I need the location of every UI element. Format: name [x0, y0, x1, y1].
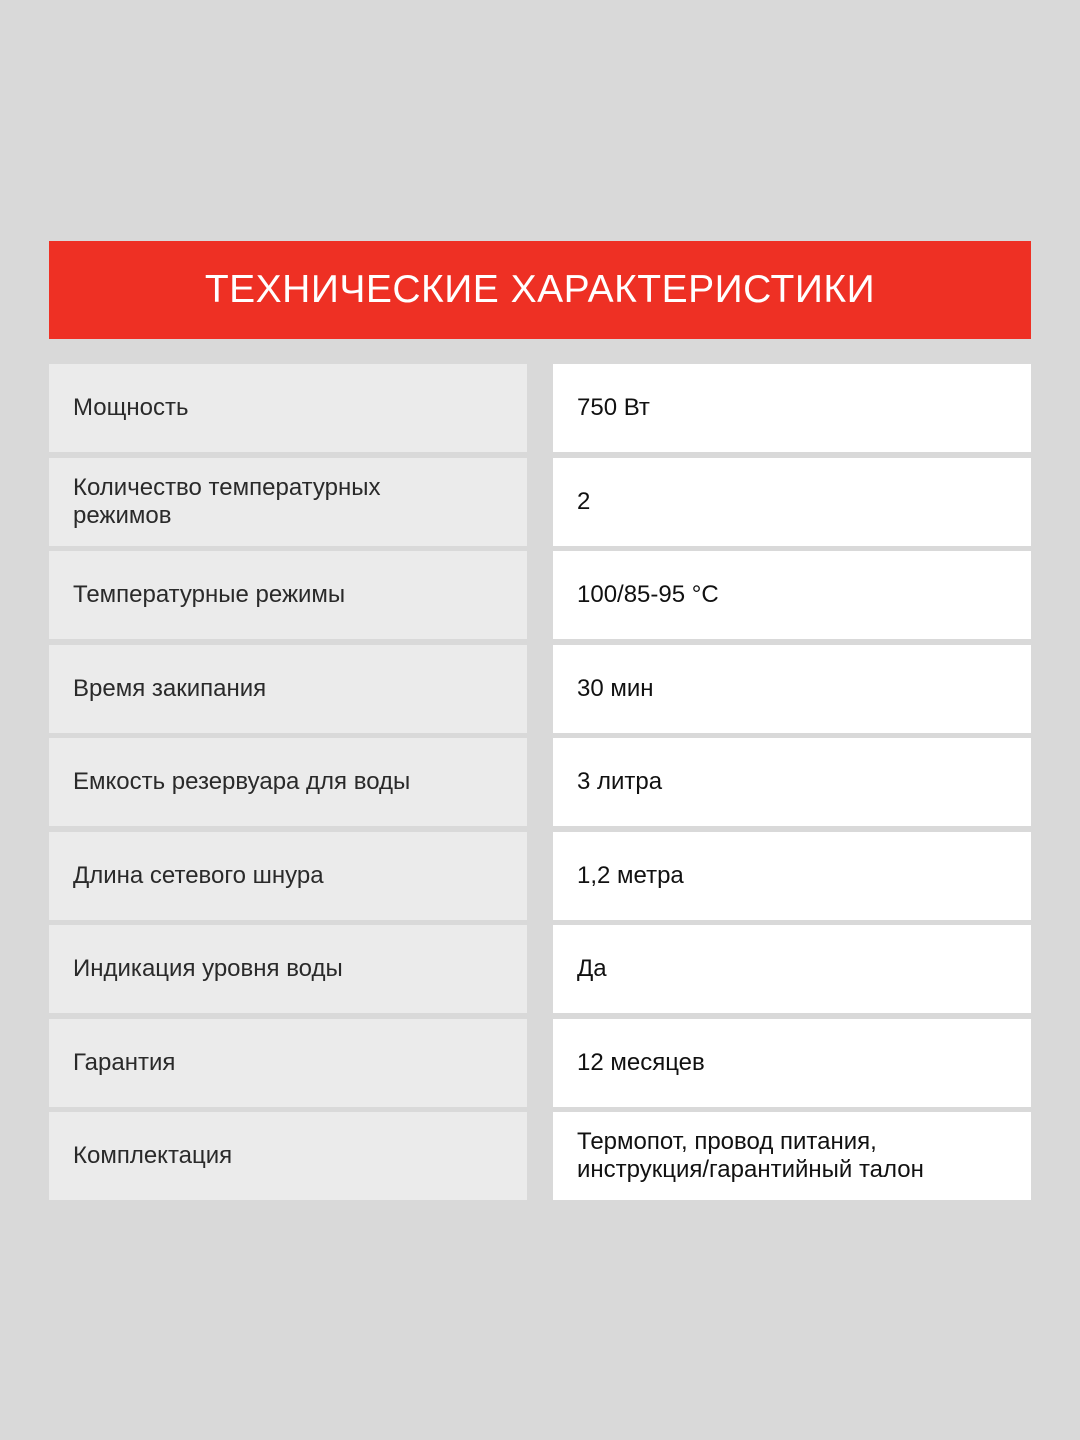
spec-label-cell: [49, 458, 527, 546]
spec-label-cell: [49, 832, 527, 920]
table-row: [49, 738, 1031, 826]
spec-label: Мощность: [73, 394, 189, 421]
table-row: [49, 832, 1031, 920]
spec-label: Температурные режимы: [73, 581, 346, 608]
spec-label-cell: [49, 645, 527, 733]
spec-label: Гарантия: [73, 1048, 176, 1076]
spec-value-cell: [553, 738, 1031, 826]
spec-value-cell: [553, 645, 1031, 733]
table-row: [49, 1019, 1031, 1107]
spec-value-cell: [553, 1112, 1031, 1200]
spec-value: 2: [577, 487, 591, 515]
spec-value: 30 мин: [577, 674, 654, 702]
header-banner: [49, 241, 1031, 339]
spec-value: 3 литра: [577, 768, 663, 795]
spec-label-cell: [49, 738, 527, 826]
table-row: [49, 551, 1031, 639]
table-row: [49, 364, 1031, 452]
spec-value: Да: [577, 955, 607, 982]
spec-value-cell: [553, 925, 1031, 1013]
spec-value: 100/85-95 °С: [577, 581, 719, 608]
specs-table: [49, 364, 1031, 1206]
spec-label-cell: [49, 364, 527, 452]
spec-label: Комплектация: [73, 1142, 233, 1169]
spec-value-cell: [553, 458, 1031, 546]
spec-value: 12 месяцев: [577, 1048, 705, 1076]
spec-label: Емкость резервуара для воды: [73, 768, 411, 795]
spec-label-cell: [49, 1019, 527, 1107]
spec-label: Время закипания: [73, 674, 267, 702]
table-row: [49, 645, 1031, 733]
spec-value-cell: [553, 551, 1031, 639]
spec-value-cell: [553, 832, 1031, 920]
spec-label: Длина сетевого шнура: [73, 861, 324, 889]
spec-value: 750 Вт: [577, 394, 650, 421]
spec-label: Индикация уровня воды: [73, 955, 343, 982]
spec-value: Термопот, провод питания, инструкция/гарантийный талон: [577, 1128, 924, 1183]
spec-value: 1,2 метра: [577, 861, 684, 889]
spec-value-cell: [553, 1019, 1031, 1107]
spec-label-cell: [49, 1112, 527, 1200]
spec-label-cell: [49, 551, 527, 639]
table-row: [49, 925, 1031, 1013]
spec-value-cell: [553, 364, 1031, 452]
page-title: ТЕХНИЧЕСКИЕ ХАРАКТЕРИСТИКИ: [204, 268, 876, 311]
table-row: [49, 1112, 1031, 1200]
spec-label-cell: [49, 925, 527, 1013]
spec-label: Количество температурных режимов: [73, 473, 381, 529]
table-row: [49, 458, 1031, 546]
